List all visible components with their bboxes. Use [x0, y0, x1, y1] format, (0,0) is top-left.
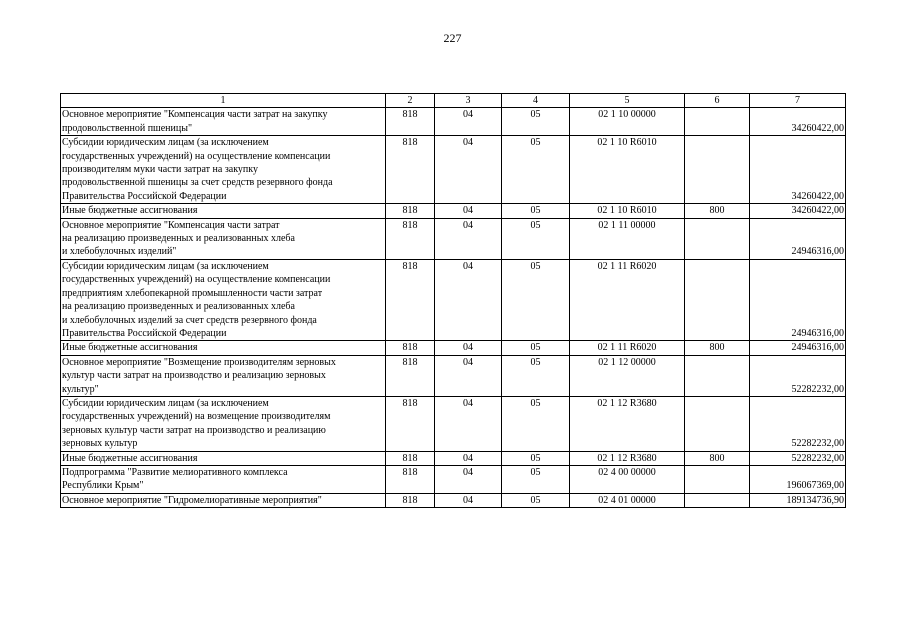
header-col-5: 5 — [570, 94, 685, 108]
item-name-cell — [61, 136, 386, 204]
amount-cell: 24946316,00 — [750, 259, 846, 340]
target-article-cell: 02 1 10 R6010 — [570, 136, 685, 204]
ministry-code-cell: 818 — [386, 396, 435, 451]
subsection-cell: 05 — [502, 204, 570, 218]
item-name-cell — [61, 493, 386, 507]
target-article-cell: 02 4 00 00000 — [570, 465, 685, 493]
section-cell: 04 — [435, 355, 502, 396]
header-col-6: 6 — [685, 94, 750, 108]
amount-cell: 52282232,00 — [750, 355, 846, 396]
section-cell: 04 — [435, 451, 502, 465]
item-name-cell — [61, 204, 386, 218]
table-header — [61, 94, 846, 108]
amount-cell: 189134736,90 — [750, 493, 846, 507]
subsection-cell: 05 — [502, 493, 570, 507]
amount-cell: 24946316,00 — [750, 341, 846, 355]
subsection-cell: 05 — [502, 108, 570, 136]
amount-cell: 34260422,00 — [750, 136, 846, 204]
page-number: 227 — [443, 31, 462, 45]
section-cell: 04 — [435, 341, 502, 355]
item-name-text: Основное мероприятие "Компенсация части затрат на реализацию произведенных и реализованных хлеба и хлебобулочных изделий" — [62, 219, 295, 258]
target-article-cell: 02 1 11 R6020 — [570, 259, 685, 340]
header-col-1: 1 — [61, 94, 386, 108]
item-name-text: Иные бюджетные ассигнования — [62, 452, 198, 464]
amount-cell: 34260422,00 — [750, 204, 846, 218]
section-cell: 04 — [435, 136, 502, 204]
item-name-text: Иные бюджетные ассигнования — [62, 342, 198, 354]
section-cell: 04 — [435, 493, 502, 507]
item-name-cell — [61, 341, 386, 355]
item-name-text: Подпрограмма "Развитие мелиоративного комплекса Республики Крым" — [62, 466, 288, 492]
table-row — [61, 451, 846, 465]
section-cell: 04 — [435, 108, 502, 136]
table-row — [61, 108, 846, 136]
section-cell: 04 — [435, 204, 502, 218]
item-name-cell — [61, 451, 386, 465]
item-name-text: Субсидии юридическим лицам (за исключением государственных учреждений) на осуществление компенсации производителям муки части затрат на закупку продовольственной пшеницы за счет средств резервного фонда Правительства Российской Федерации — [62, 137, 333, 202]
expense-type-cell — [685, 136, 750, 204]
subsection-cell: 05 — [502, 396, 570, 451]
ministry-code-cell: 818 — [386, 136, 435, 204]
item-name-cell — [61, 355, 386, 396]
ministry-code-cell: 818 — [386, 341, 435, 355]
amount-cell: 52282232,00 — [750, 396, 846, 451]
table-row — [61, 204, 846, 218]
expense-type-cell — [685, 218, 750, 259]
ministry-code-cell: 818 — [386, 218, 435, 259]
target-article-cell: 02 1 11 R6020 — [570, 341, 685, 355]
table-row — [61, 355, 846, 396]
expense-type-cell — [685, 493, 750, 507]
table-row — [61, 396, 846, 451]
table-row — [61, 259, 846, 340]
subsection-cell: 05 — [502, 451, 570, 465]
ministry-code-cell: 818 — [386, 355, 435, 396]
expense-type-cell — [685, 355, 750, 396]
header-col-3: 3 — [435, 94, 502, 108]
target-article-cell: 02 4 01 00000 — [570, 493, 685, 507]
amount-cell: 52282232,00 — [750, 451, 846, 465]
item-name-cell — [61, 259, 386, 340]
expense-type-cell: 800 — [685, 341, 750, 355]
item-name-cell — [61, 465, 386, 493]
subsection-cell: 05 — [502, 136, 570, 204]
item-name-text: Основное мероприятие "Гидромелиоративные мероприятия" — [62, 494, 322, 506]
header-col-7: 7 — [750, 94, 846, 108]
table-body — [61, 108, 846, 508]
header-row — [61, 94, 846, 108]
item-name-text: Субсидии юридическим лицам (за исключением государственных учреждений) на возмещение производителям зерновых культур части затрат на производство и реализацию зерновых культур — [62, 397, 331, 450]
ministry-code-cell: 818 — [386, 451, 435, 465]
expense-type-cell — [685, 108, 750, 136]
header-col-2: 2 — [386, 94, 435, 108]
header-col-4: 4 — [502, 94, 570, 108]
ministry-code-cell: 818 — [386, 493, 435, 507]
amount-cell: 24946316,00 — [750, 218, 846, 259]
expense-type-cell — [685, 396, 750, 451]
subsection-cell: 05 — [502, 259, 570, 340]
subsection-cell: 05 — [502, 218, 570, 259]
expense-type-cell — [685, 259, 750, 340]
item-name-cell — [61, 396, 386, 451]
section-cell: 04 — [435, 218, 502, 259]
target-article-cell: 02 1 12 R3680 — [570, 396, 685, 451]
amount-cell: 196067369,00 — [750, 465, 846, 493]
subsection-cell: 05 — [502, 341, 570, 355]
item-name-text: Субсидии юридическим лицам (за исключением государственных учреждений) на осуществление компенсации предприятиям хлебопекарной промышленности части затрат на реализацию произведенных и реализованных хлеба и хлебобулочных изделий за счет средств резервного фонда Правительства Российской Федерации — [62, 260, 331, 339]
item-name-cell — [61, 108, 386, 136]
ministry-code-cell: 818 — [386, 259, 435, 340]
ministry-code-cell: 818 — [386, 204, 435, 218]
budget-table — [60, 93, 846, 508]
ministry-code-cell: 818 — [386, 465, 435, 493]
section-cell: 04 — [435, 259, 502, 340]
target-article-cell: 02 1 10 00000 — [570, 108, 685, 136]
table-row — [61, 136, 846, 204]
item-name-text: Основное мероприятие "Возмещение производителям зерновых культур части затрат на производство и реализацию зерновых культур" — [62, 356, 336, 395]
ministry-code-cell: 818 — [386, 108, 435, 136]
expense-type-cell — [685, 465, 750, 493]
target-article-cell: 02 1 11 00000 — [570, 218, 685, 259]
table-row — [61, 465, 846, 493]
subsection-cell: 05 — [502, 465, 570, 493]
section-cell: 04 — [435, 465, 502, 493]
table-row — [61, 341, 846, 355]
item-name-cell — [61, 218, 386, 259]
item-name-text: Основное мероприятие "Компенсация части затрат на закупку продовольственной пшеницы" — [62, 109, 328, 134]
table-row — [61, 218, 846, 259]
expense-type-cell: 800 — [685, 204, 750, 218]
item-name-text: Иные бюджетные ассигнования — [62, 205, 198, 217]
section-cell: 04 — [435, 396, 502, 451]
subsection-cell: 05 — [502, 355, 570, 396]
target-article-cell: 02 1 12 00000 — [570, 355, 685, 396]
amount-cell: 34260422,00 — [750, 108, 846, 136]
target-article-cell: 02 1 10 R6010 — [570, 204, 685, 218]
table-row — [61, 493, 846, 507]
expense-type-cell: 800 — [685, 451, 750, 465]
target-article-cell: 02 1 12 R3680 — [570, 451, 685, 465]
